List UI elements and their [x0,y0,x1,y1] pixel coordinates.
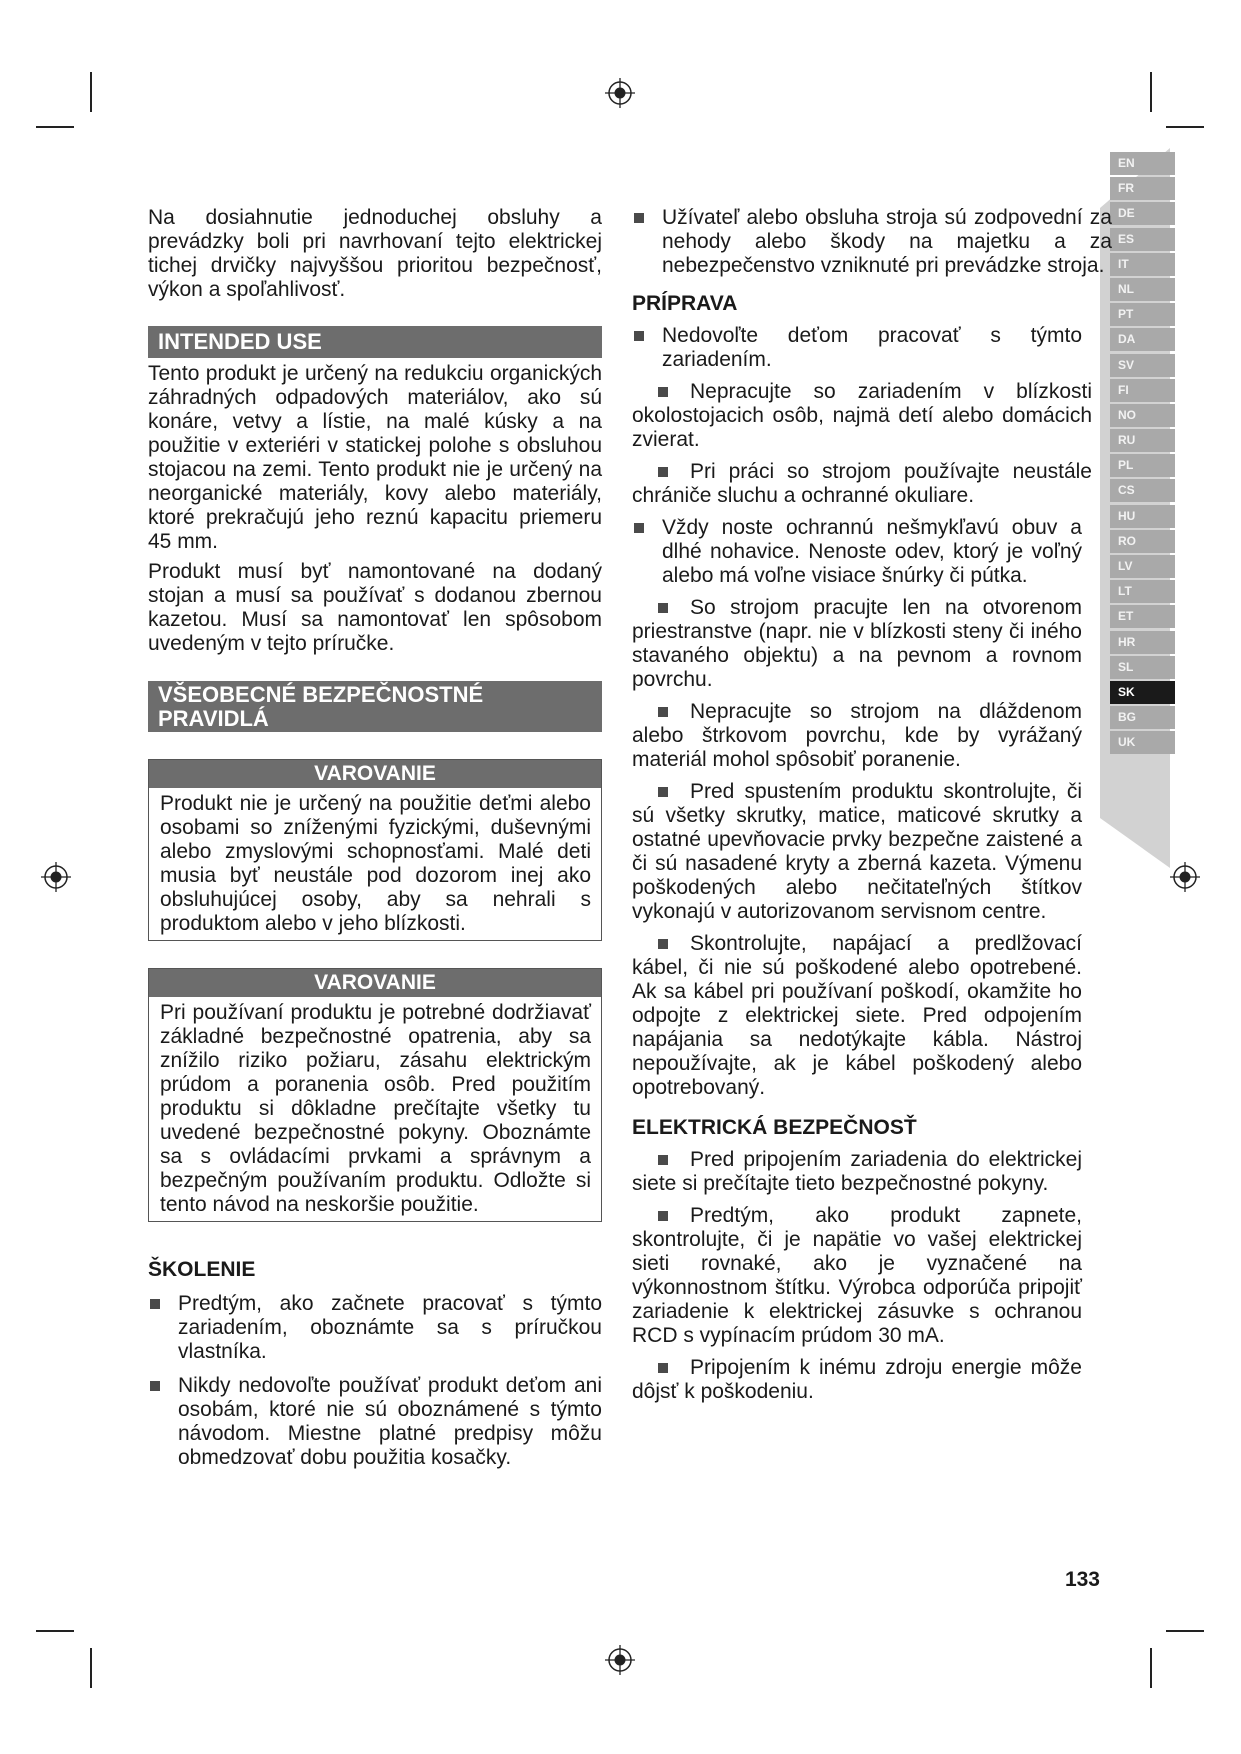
language-tab-fr[interactable]: FR [1110,177,1175,200]
list-item: Užívateľ alebo obsluha stroja sú zodpovední za nehody alebo škody na majetku a za nebezpečenstvo vzniknuté pri prevádzke stroja. [632,206,1122,278]
bullet-icon [658,1363,668,1373]
bullet-icon [634,213,644,223]
language-tab-de[interactable]: DE [1110,202,1175,225]
language-tab-lt[interactable]: LT [1110,580,1175,603]
language-tab-da[interactable]: DA [1110,328,1175,351]
bullet-icon [658,387,668,397]
list-item: Skontrolujte, napájací a predlžovací kábel, či nie sú poškodené alebo opotrebené. Ak sa kábel pri používaní poškodí, okamžite ho odpojte z elektrickej siete. Pred odpojením napájania sa nedotýkajte kábla. Nástroj nepoužívajte, ak je kábel poškodený alebo opotrebovaný. [632,932,1082,1099]
language-tab-bg[interactable]: BG [1110,706,1175,729]
registration-mark-icon [1170,862,1200,892]
list-item: Vždy noste ochrannú nešmykľavú obuv a dlhé nohavice. Nenoste odev, ktorý je voľný alebo má voľne visiace šnúrky či pútka. [632,516,1092,588]
list-item: Predtým, ako produkt zapnete, skontrolujte, či je napätie vo vašej elektrickej sieti rovnaké, ako je vyznačené na výkonnostnom štítku. Výrobca odporúča pripojiť zariadenie k elektrickej zásuvke s ochranou RCD s vypínacím prúdom 30 mA. [632,1204,1082,1347]
electrical-safety-heading: ELEKTRICKÁ BEZPEČNOSŤ [632,1116,917,1139]
language-tab-et[interactable]: ET [1110,605,1175,628]
training-heading: ŠKOLENIE [148,1258,256,1281]
language-tab-sk[interactable]: SK [1110,681,1175,704]
warning-text: Produkt nie je určený na použitie deťmi alebo osobami so zníženými fyzickými, duševnými alebo zmyslovými schopnosťami. Malé deti musia byť neustále pod dozorom inej ako obsluhujúcej osoby, aby sa nehrali s produktom alebo v jeho blízkosti. [160,792,591,935]
language-tab-uk[interactable]: UK [1110,731,1175,754]
bullet-icon [634,523,644,533]
warning-box [148,968,602,1222]
general-safety-heading-line1: VŠEOBECNÉ BEZPEČNOSTNÉ [158,682,484,707]
crop-mark [1150,72,1152,112]
crop-mark [1150,1648,1152,1688]
crop-mark [1166,1630,1204,1632]
intended-use-heading: INTENDED USE [148,326,602,358]
bullet-icon [150,1299,160,1309]
warning-title: VAROVANIE [149,760,601,788]
crop-mark [1166,126,1204,128]
language-tab-pl[interactable]: PL [1110,454,1175,477]
intended-use-paragraph-1: Tento produkt je určený na redukciu organických záhradných odpadových materiálov, ako sú konáre, vetvy a lístie, na malé kúsky a na použitie v exteriéri v statickej polohe s obsluhou stojacou na zemi. Tento produkt nie je určený na neorganické materiály, kovy alebo materiály, ktoré prekračujú jeho reznú kapacitu priemeru 45 mm. [148,362,602,553]
intended-use-paragraph-2: Produkt musí byť namontované na dodaný stojan a musí sa používať s dodanou zbernou kazetou. Musí sa namontovať len spôsobom uvedeným v tejto príručke. [148,560,602,655]
language-tab-hu[interactable]: HU [1110,505,1175,528]
language-tab-sl[interactable]: SL [1110,656,1175,679]
registration-mark-icon [41,862,71,892]
language-tab-ru[interactable]: RU [1110,429,1175,452]
list-item: Nepracujte so zariadením v blízkosti okolostojacich osôb, najmä detí alebo domácich zvierat. [632,380,1092,451]
bullet-icon [658,603,668,613]
language-tab-no[interactable]: NO [1110,404,1175,427]
bullet-icon [658,707,668,717]
list-item: Nedovoľte deťom pracovať s týmto zariadením. [632,324,1092,372]
crop-mark [90,1648,92,1688]
right-column [632,206,1112,1404]
language-tab-en[interactable]: EN [1110,152,1175,175]
crop-mark [36,1630,74,1632]
crop-mark [36,126,74,128]
language-tab-it[interactable]: IT [1110,253,1175,276]
warning-text: Pri používaní produktu je potrebné dodržiavať základné bezpečnostné opatrenia, aby sa znížilo riziko požiaru, zásahu elektrickým prúdom a poranenia osôb. Pred použitím produktu si dôkladne prečítajte všetky tu uvedené bezpečnostné pokyny. Oboznámte sa s ovládacími prvkami a správnym a bezpečným používaním produktu. Odložte si tento návod na neskoršie použitie. [160,1001,591,1216]
general-safety-heading [148,681,602,732]
intro-paragraph: Na dosiahnutie jednoduchej obsluhy a prevádzky boli pri navrhovaní tejto elektrickej tichej drvičky najvyššou prioritou bezpečnosť, výkon a spoľahlivosť. [148,206,602,301]
crop-mark [90,72,92,112]
bullet-icon [658,939,668,949]
left-column [148,206,602,1470]
warning-box [148,759,602,941]
list-item: Nepracujte so strojom na dláždenom alebo štrkovom povrchu, kde by vyrážaný materiál mohol spôsobiť poranenie. [632,700,1082,771]
warning-title: VAROVANIE [149,969,601,997]
preparation-heading: PRÍPRAVA [632,292,738,315]
registration-mark-icon [605,78,635,108]
language-tab-nl[interactable]: NL [1110,278,1175,301]
list-item: Predtým, ako začnete pracovať s týmto zariadením, oboznámte sa s príručkou vlastníka. [148,1292,602,1364]
bullet-icon [150,1381,160,1391]
bullet-icon [658,787,668,797]
list-item: Pri práci so strojom používajte neustále chrániče sluchu a ochranné okuliare. [632,460,1092,507]
bullet-icon [658,1155,668,1165]
language-tab-ro[interactable]: RO [1110,530,1175,553]
general-safety-heading-line2: PRAVIDLÁ [158,706,269,731]
list-item: Pred spustením produktu skontrolujte, či sú všetky skrutky, matice, maticové skrutky a ostatné upevňovacie prvky bezpečne zaistené a či sú nasadené kryty a zberná kazeta. Výmenu poškodených alebo nečitateľných štítkov vykonajú v autorizovanom servisnom centre. [632,780,1082,923]
language-tab-lv[interactable]: LV [1110,555,1175,578]
language-tab-cs[interactable]: CS [1110,479,1175,502]
list-item: Nikdy nedovoľte používať produkt deťom ani osobám, ktoré nie sú oboznámené s týmto návodom. Miestne platné predpisy môžu obmedzovať dobu použitia kosačky. [148,1374,602,1470]
bullet-icon [658,1211,668,1221]
language-tab-es[interactable]: ES [1110,228,1175,251]
bullet-icon [634,331,644,341]
language-tab-hr[interactable]: HR [1110,631,1175,654]
list-item: Pred pripojením zariadenia do elektrickej siete si prečítajte tieto bezpečnostné pokyny. [632,1148,1082,1195]
registration-mark-icon [605,1645,635,1675]
bullet-icon [658,467,668,477]
page-number: 133 [1064,1568,1100,1591]
language-tab-pt[interactable]: PT [1110,303,1175,326]
list-item: So strojom pracujte len na otvorenom priestranstve (napr. nie v blízkosti steny či iného stavaného objektu) a na pevnom a rovnom povrchu. [632,596,1082,691]
list-item: Pripojením k inému zdroju energie môže dôjsť k poškodeniu. [632,1356,1082,1403]
language-tab-fi[interactable]: FI [1110,379,1175,402]
language-tab-sv[interactable]: SV [1110,354,1175,377]
